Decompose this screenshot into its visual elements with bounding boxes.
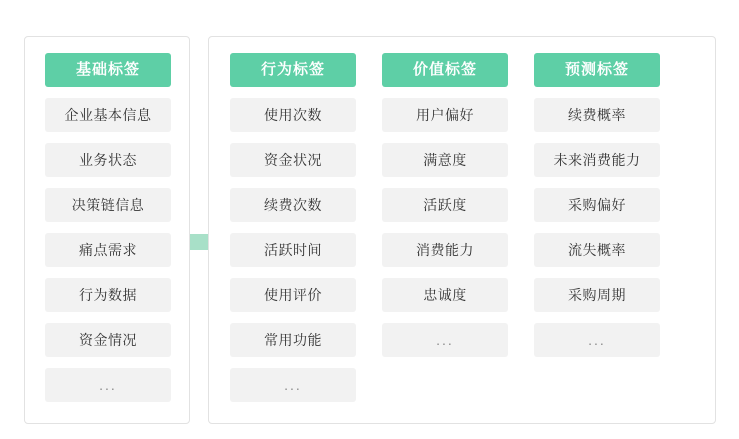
tag-item: 活跃度 [382, 188, 508, 222]
tag-item: 采购周期 [534, 278, 660, 312]
column-header-prediction: 预测标签 [534, 53, 660, 87]
tag-item: 活跃时间 [230, 233, 356, 267]
tag-item: 采购偏好 [534, 188, 660, 222]
tag-item: 忠诚度 [382, 278, 508, 312]
tag-item: 用户偏好 [382, 98, 508, 132]
tag-item: 资金状况 [230, 143, 356, 177]
derived-tag-panel [208, 36, 716, 424]
tag-column-value [382, 53, 508, 368]
tag-item: 资金情况 [45, 323, 171, 357]
column-header-base: 基础标签 [45, 53, 171, 87]
column-header-value: 价值标签 [382, 53, 508, 87]
tag-item: 流失概率 [534, 233, 660, 267]
tag-column-base [45, 53, 171, 413]
tag-item: 痛点需求 [45, 233, 171, 267]
tag-item: 业务状态 [45, 143, 171, 177]
tag-item: 未来消费能力 [534, 143, 660, 177]
tag-item-ellipsis: ... [534, 323, 660, 357]
tag-item: 行为数据 [45, 278, 171, 312]
tag-column-behavior [230, 53, 356, 413]
tag-item-ellipsis: ... [382, 323, 508, 357]
tag-item-ellipsis: ... [45, 368, 171, 402]
tag-item: 企业基本信息 [45, 98, 171, 132]
tag-item: 满意度 [382, 143, 508, 177]
column-header-behavior: 行为标签 [230, 53, 356, 87]
base-tag-panel [24, 36, 190, 424]
tag-item: 决策链信息 [45, 188, 171, 222]
tag-item: 续费次数 [230, 188, 356, 222]
tag-item: 使用次数 [230, 98, 356, 132]
tag-item: 常用功能 [230, 323, 356, 357]
tag-item-ellipsis: ... [230, 368, 356, 402]
tag-item: 使用评价 [230, 278, 356, 312]
tag-column-prediction [534, 53, 660, 368]
tag-item: 续费概率 [534, 98, 660, 132]
tag-item: 消费能力 [382, 233, 508, 267]
